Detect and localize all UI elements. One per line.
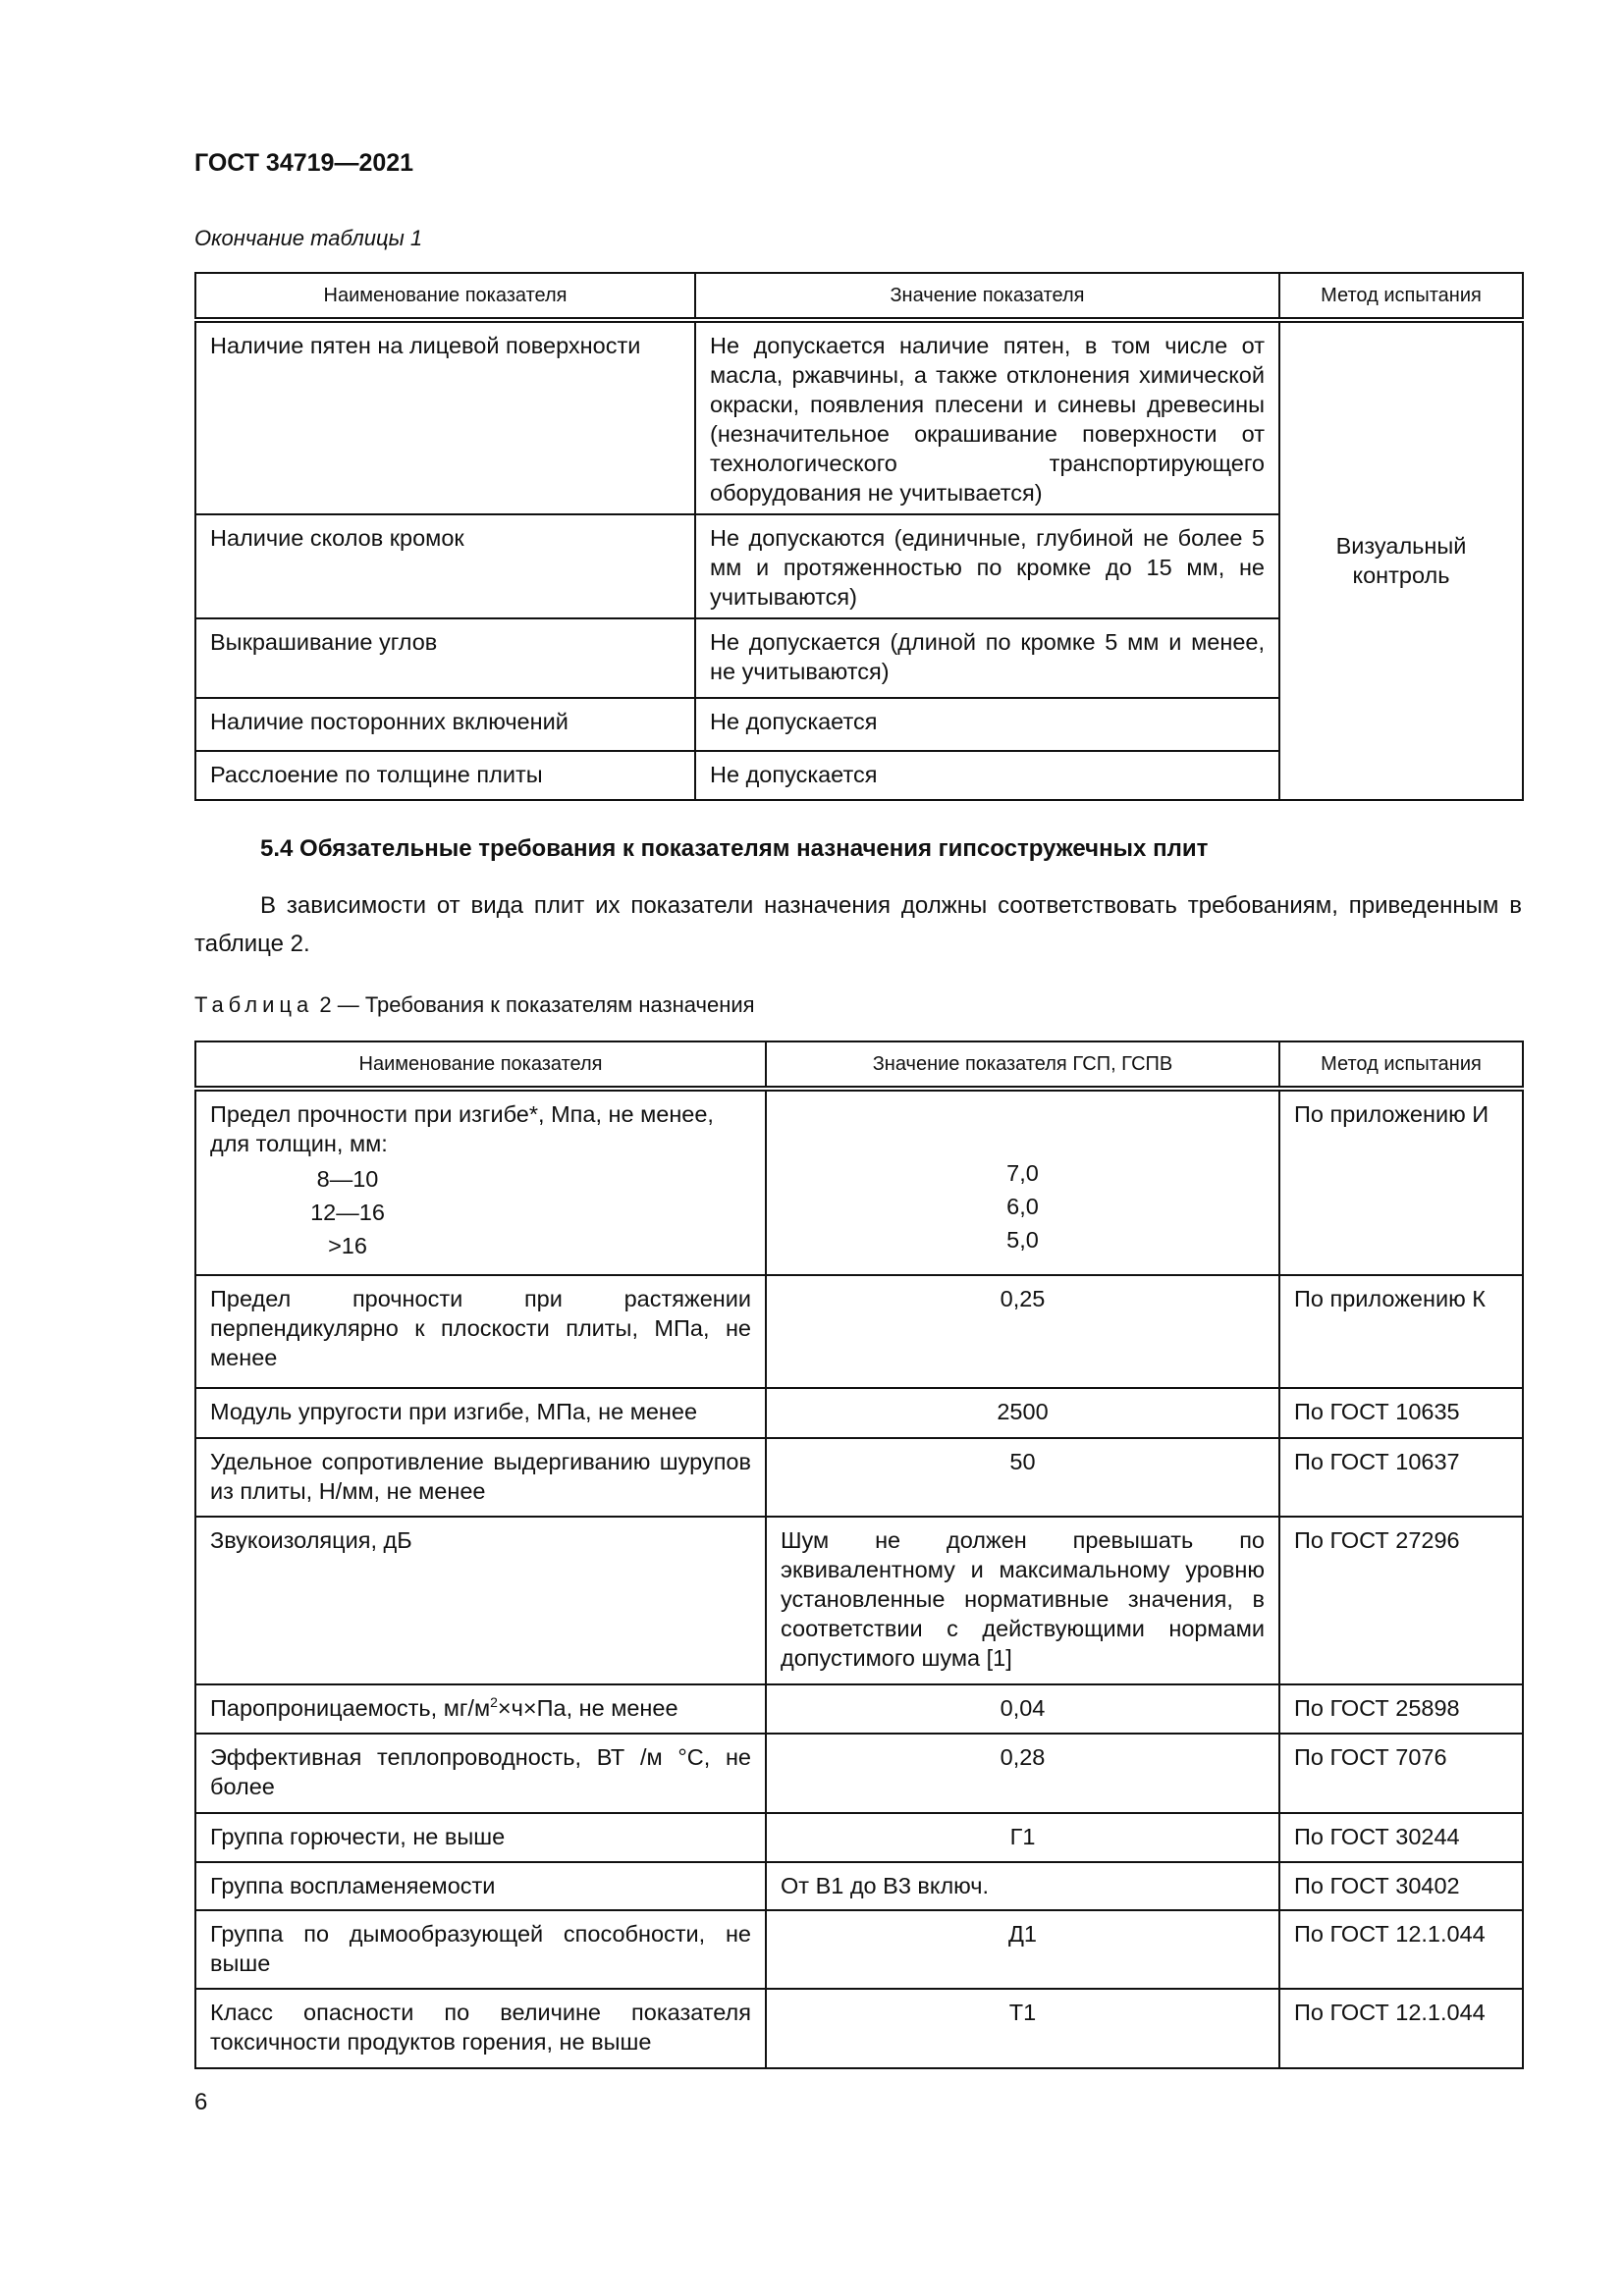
table-row bbox=[195, 1684, 1523, 1734]
table-row bbox=[195, 1862, 1523, 1910]
table-title: 2 — Требования к показателям назначения bbox=[313, 992, 755, 1017]
strength-value: 5,0 bbox=[1006, 1227, 1039, 1253]
table-row bbox=[195, 1734, 1523, 1813]
indicator-name: Расслоение по толщине плиты bbox=[195, 751, 695, 800]
indicator-name: Наличие пятен на лицевой поверхности bbox=[195, 320, 695, 514]
section-title: 5.4 Обязательные требования к показателям назначения гипсостружечных плит bbox=[260, 835, 1209, 862]
indicator-value: Т1 bbox=[766, 1989, 1279, 2068]
test-method: По ГОСТ 7076 bbox=[1279, 1734, 1523, 1813]
indicator-name: Выкрашивание углов bbox=[195, 618, 695, 698]
table-row bbox=[195, 1388, 1523, 1438]
name-part: ×ч×Па, не менее bbox=[497, 1695, 678, 1721]
column-header: Наименование показателя bbox=[195, 1041, 766, 1089]
column-header: Значение показателя ГСП, ГСПВ bbox=[766, 1041, 1279, 1089]
strength-value: 6,0 bbox=[1006, 1194, 1039, 1219]
table-row bbox=[195, 1517, 1523, 1684]
document-code: ГОСТ 34719—2021 bbox=[194, 149, 414, 177]
superscript: 2 bbox=[490, 1694, 498, 1711]
test-method: По ГОСТ 30402 bbox=[1279, 1862, 1523, 1910]
indicator-value: 0,28 bbox=[766, 1734, 1279, 1813]
indicator-value: Г1 bbox=[766, 1813, 1279, 1862]
table2-caption bbox=[194, 992, 755, 1018]
section-paragraph: В зависимости от вида плит их показатели назначения должны соответствовать требованиям, приведенным в таблице 2. bbox=[194, 892, 1522, 957]
indicator-value: 2500 bbox=[766, 1388, 1279, 1438]
test-method: По приложению И bbox=[1279, 1089, 1523, 1275]
indicator-name: Группа воспламеняемости bbox=[195, 1862, 766, 1910]
indicator-name bbox=[195, 1684, 766, 1734]
table-row bbox=[195, 1089, 1523, 1275]
test-method: По ГОСТ 27296 bbox=[1279, 1517, 1523, 1684]
test-method: По ГОСТ 30244 bbox=[1279, 1813, 1523, 1862]
name-part: Паропроницаемость, мг/м bbox=[210, 1695, 491, 1721]
table-row bbox=[195, 1813, 1523, 1862]
table-row bbox=[195, 320, 1523, 514]
indicator-value: От В1 до В3 включ. bbox=[766, 1862, 1279, 1910]
test-method: По ГОСТ 12.1.044 bbox=[1279, 1910, 1523, 1989]
indicator-name: Звукоизоляция, дБ bbox=[195, 1517, 766, 1684]
test-method: По ГОСТ 10637 bbox=[1279, 1438, 1523, 1517]
table-1 bbox=[194, 272, 1524, 801]
page-number: 6 bbox=[194, 2089, 208, 2115]
indicator-name: Удельное сопротивление выдергиванию шурупов из плиты, Н/мм, не менее bbox=[195, 1438, 766, 1517]
indicator-value-cell bbox=[766, 1089, 1279, 1275]
column-header: Метод испытания bbox=[1279, 1041, 1523, 1089]
table-row bbox=[195, 1275, 1523, 1388]
table-row bbox=[195, 1989, 1523, 2068]
indicator-value: Не допускается (длиной по кромке 5 мм и менее, не учитываются) bbox=[695, 618, 1279, 698]
column-header: Значение показателя bbox=[695, 273, 1279, 320]
indicator-value: 0,25 bbox=[766, 1275, 1279, 1388]
indicator-name: Предел прочности при изгибе*, Мпа, не менее, для толщин, мм: bbox=[210, 1101, 714, 1156]
column-header: Наименование показателя bbox=[195, 273, 695, 320]
indicator-name: Наличие сколов кромок bbox=[195, 514, 695, 618]
indicator-value: 50 bbox=[766, 1438, 1279, 1517]
table1-continuation-caption: Окончание таблицы 1 bbox=[194, 226, 423, 250]
indicator-value: Не допускается bbox=[695, 698, 1279, 751]
thickness-range: 8—10 bbox=[316, 1166, 379, 1192]
indicator-name: Модуль упругости при изгибе, МПа, не менее bbox=[195, 1388, 766, 1438]
table-label: Таблица bbox=[194, 992, 314, 1017]
test-method: По ГОСТ 25898 bbox=[1279, 1684, 1523, 1734]
test-method: По ГОСТ 10635 bbox=[1279, 1388, 1523, 1438]
test-method: По приложению К bbox=[1279, 1275, 1523, 1388]
indicator-name: Наличие посторонних включений bbox=[195, 698, 695, 751]
indicator-name: Группа горючести, не выше bbox=[195, 1813, 766, 1862]
test-method: Визуальный контроль bbox=[1279, 320, 1523, 800]
table-row bbox=[195, 1910, 1523, 1989]
table-2 bbox=[194, 1041, 1524, 2069]
indicator-value: Шум не должен превышать по эквивалентному и максимальному уровню установленные нормативные значения, в соответствии с действующими нормами допустимого шума [1] bbox=[766, 1517, 1279, 1684]
indicator-name-cell bbox=[195, 1089, 766, 1275]
indicator-value: Д1 bbox=[766, 1910, 1279, 1989]
indicator-name: Эффективная теплопроводность, ВТ /м °С, не более bbox=[195, 1734, 766, 1813]
indicator-name: Предел прочности при растяжении перпендикулярно к плоскости плиты, МПа, не менее bbox=[195, 1275, 766, 1388]
thickness-range: >16 bbox=[328, 1233, 367, 1258]
indicator-value: Не допускается bbox=[695, 751, 1279, 800]
test-method: По ГОСТ 12.1.044 bbox=[1279, 1989, 1523, 2068]
indicator-value: Не допускаются (единичные, глубиной не более 5 мм и протяженностью по кромке до 15 мм, не учитываются) bbox=[695, 514, 1279, 618]
indicator-value: 0,04 bbox=[766, 1684, 1279, 1734]
indicator-name: Группа по дымообразующей способности, не выше bbox=[195, 1910, 766, 1989]
indicator-name: Класс опасности по величине показателя токсичности продуктов горения, не выше bbox=[195, 1989, 766, 2068]
strength-value: 7,0 bbox=[1006, 1160, 1039, 1186]
thickness-range: 12—16 bbox=[310, 1200, 385, 1225]
indicator-value: Не допускается наличие пятен, в том числе от масла, ржавчины, а также отклонения химической окраски, появления плесени и синевы древесины (незначительное окрашивание поверхности от технологического транспортирующего оборудования не учитывается) bbox=[695, 320, 1279, 514]
column-header: Метод испытания bbox=[1279, 273, 1523, 320]
table-row bbox=[195, 1438, 1523, 1517]
